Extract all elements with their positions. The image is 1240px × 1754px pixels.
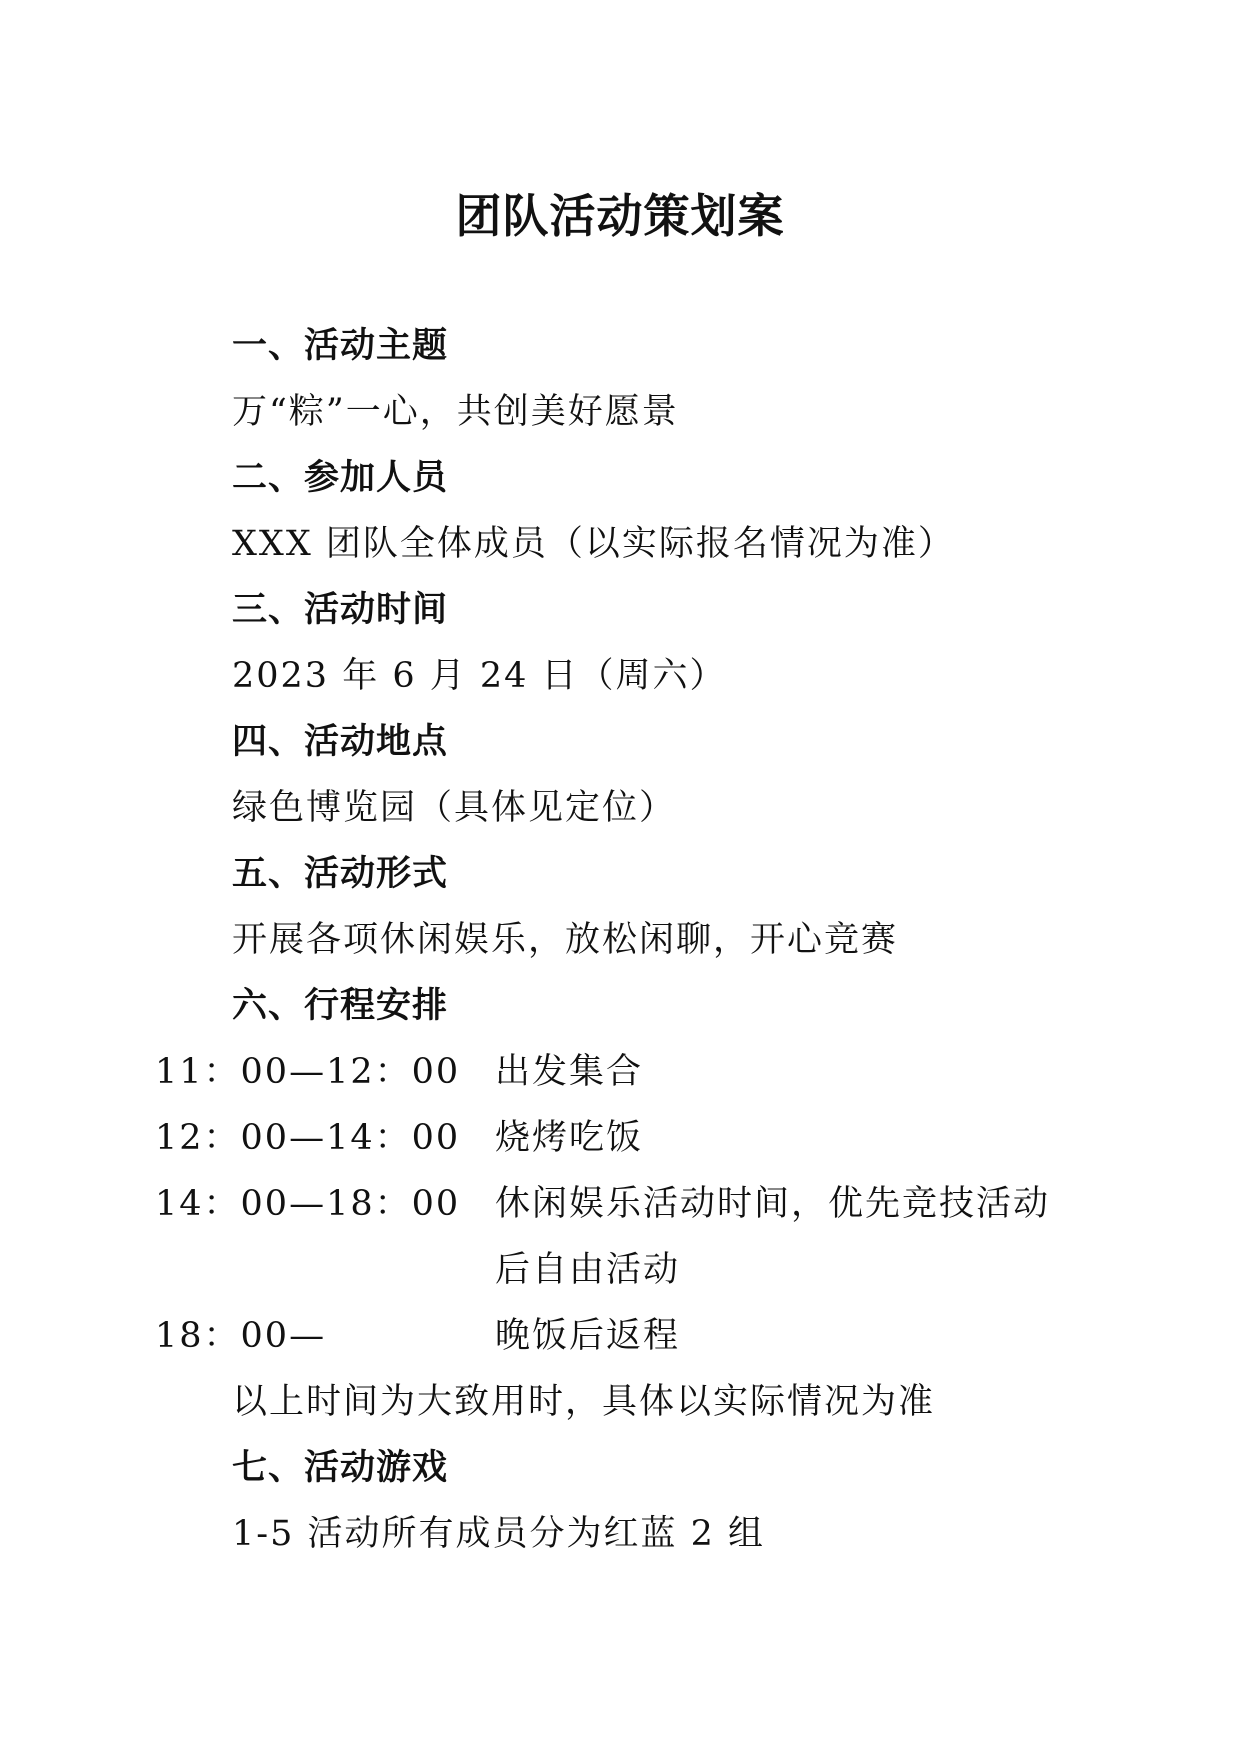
section-heading-schedule: 六、行程安排	[232, 986, 449, 1026]
section-heading-time: 三、活动时间	[232, 590, 449, 630]
section-heading-format: 五、活动形式	[232, 854, 449, 894]
section-body-format: 开展各项休闲娱乐，放松闲聊，开心竞赛	[232, 920, 899, 960]
section-body-theme: 万“粽”一心，共创美好愿景	[232, 392, 679, 432]
section-heading-games: 七、活动游戏	[232, 1448, 449, 1488]
section-body-time: 2023 年 6 月 24 日（周六）	[232, 656, 727, 696]
schedule-desc-continued: 后自由活动	[495, 1250, 681, 1290]
schedule-time: 11：00—12：00	[155, 1052, 461, 1092]
section-body-location: 绿色博览园（具体见定位）	[232, 788, 677, 828]
schedule-note: 以上时间为大致用时，具体以实际情况为准	[232, 1382, 936, 1422]
schedule-desc: 晚饭后返程	[495, 1316, 681, 1356]
section-body-participants: XXX 团队全体成员（以实际报名情况为准）	[232, 524, 955, 564]
section-body-games: 1-5 活动所有成员分为红蓝 2 组	[232, 1514, 766, 1554]
schedule-desc: 出发集合	[495, 1052, 644, 1092]
schedule-time: 14：00—18：00	[155, 1184, 461, 1224]
section-heading-location: 四、活动地点	[232, 722, 449, 762]
section-heading-participants: 二、参加人员	[232, 458, 449, 498]
schedule-desc: 休闲娱乐活动时间，优先竞技活动	[495, 1184, 1051, 1224]
schedule-time: 12：00—14：00	[155, 1118, 461, 1158]
schedule-time: 18：00—	[155, 1316, 327, 1356]
section-heading-theme: 一、活动主题	[232, 326, 449, 366]
document-title: 团队活动策划案	[455, 189, 785, 243]
schedule-desc: 烧烤吃饭	[495, 1118, 644, 1158]
